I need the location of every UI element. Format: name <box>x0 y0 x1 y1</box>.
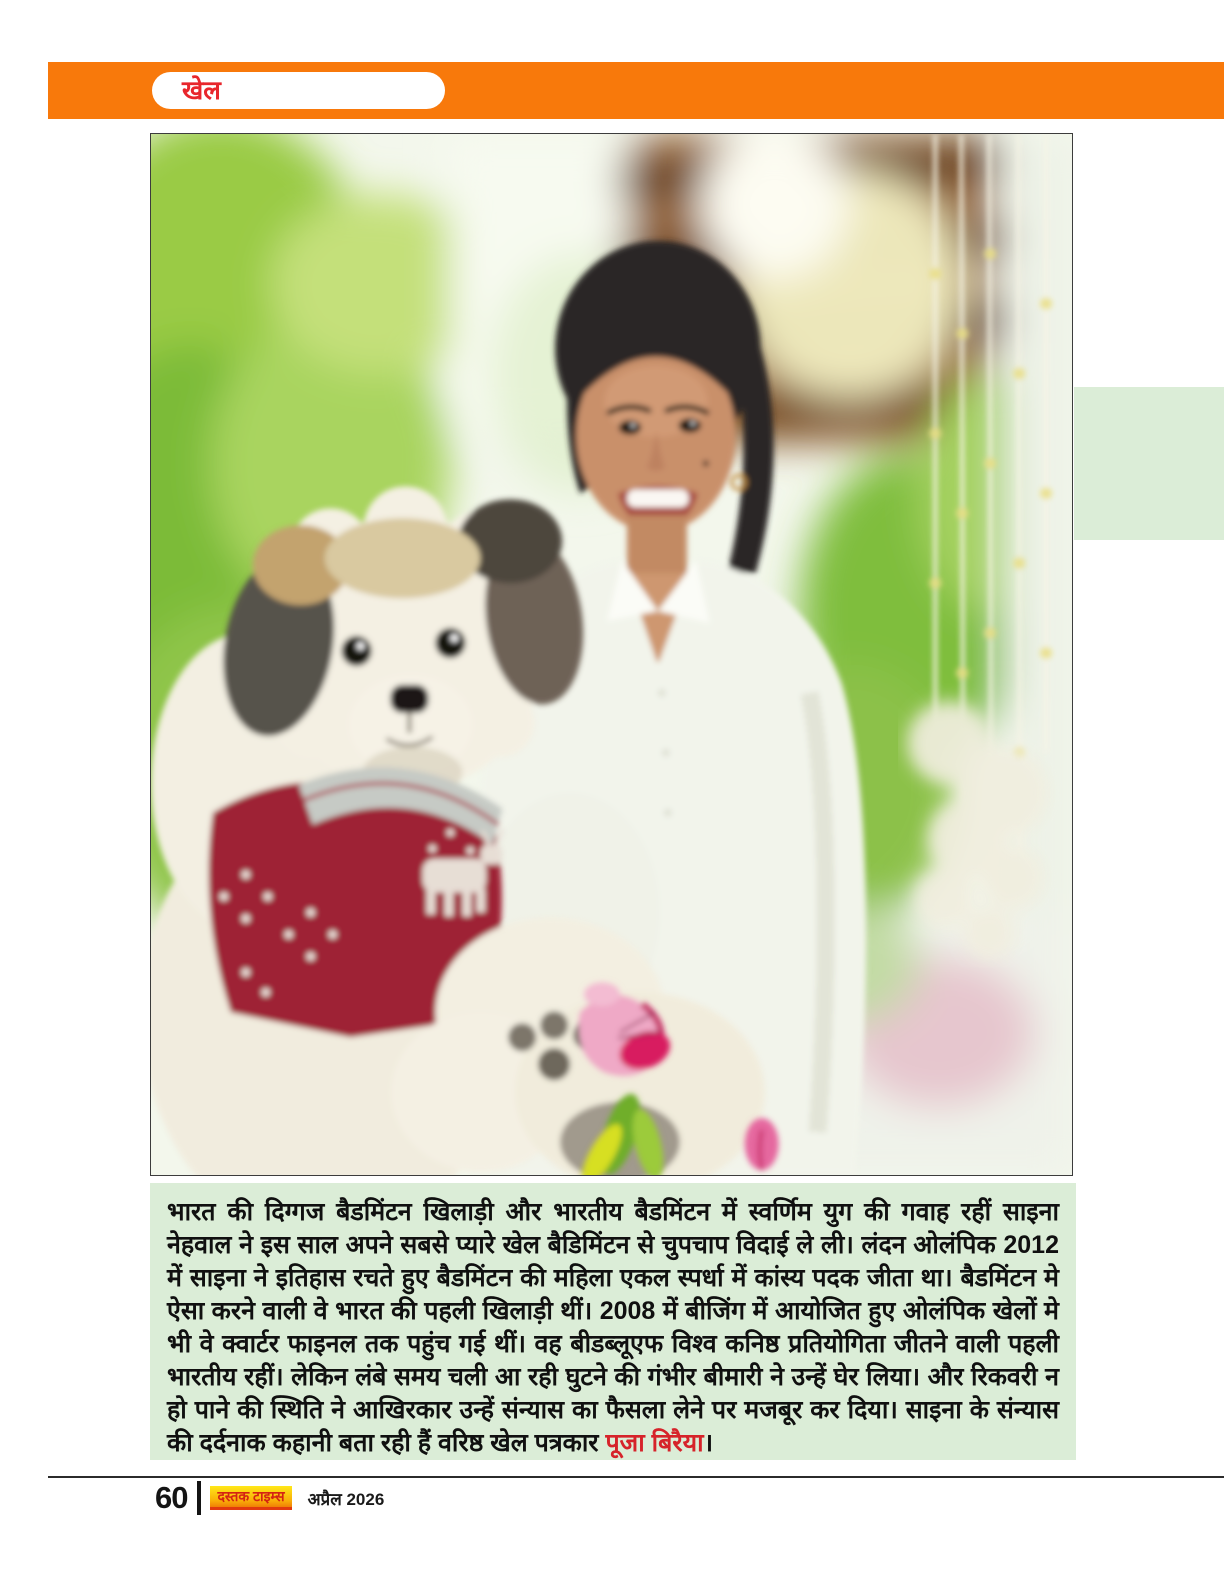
page-footer <box>155 1481 384 1515</box>
photo-illustration <box>151 134 1072 1175</box>
article-photo <box>150 133 1073 1176</box>
magazine-logo-text: दस्तक टाइम्स <box>217 1488 285 1504</box>
section-tab <box>152 72 445 109</box>
magazine-logo <box>210 1486 291 1510</box>
right-accent-strip <box>1074 387 1224 540</box>
author-name: पूजा बिरैया <box>605 1429 704 1457</box>
lede-text: भारत की दिग्गज बैडमिंटन खिलाड़ी और भारतीय बैडमिंटन में स्वर्णिम युग की गवाह रहीं साइना नेहवाल ने इस साल अपने सबसे प्यारे खेल बैडिमिंटन से चुपचाप विदाई ले ली। लंदन ओलंपिक 2012 में साइना ने इतिहास रचते हुए बैडमिंटन की महिला एकल स्पर्धा में कांस्य पदक जीता था। बैडमिंटन मे ऐसा करने वाली वे भारत की पहली खिलाड़ी थीं। 2008 में बीजिंग में आयोजित हुए ओलंपिक खेलों मे भी वे क्वार्टर फाइनल तक पहुंच गई थीं। वह बीडब्लूएफ विश्व कनिष्ठ प्रतियोगिता जीतने वाली पहली भारतीय रहीं। लेकिन लंबे समय चली आ रही घुटने की गंभीर बीमारी ने उन्हें घेर लिया। और रिकवरी न हो पाने की स्थिति ने आखिरकार उन्हें संन्यास का फैसला लेने पर मजबूर कर दिया। साइना के संन्यास की दर्दनाक कहानी बता रही हैं वरिष्ठ खेल पत्रकार <box>167 1198 1059 1457</box>
article-lede-block <box>150 1183 1076 1460</box>
footer-rule <box>48 1476 1224 1478</box>
lede-end-punctuation: । <box>703 1429 714 1457</box>
issue-date: अप्रैल 2026 <box>307 1489 385 1509</box>
section-tab-label: खेल <box>182 75 221 105</box>
page-number: 60 <box>155 1480 188 1515</box>
lede-paragraph <box>167 1196 1059 1460</box>
section-header-bar <box>48 62 1224 119</box>
footer-separator <box>197 1481 201 1515</box>
